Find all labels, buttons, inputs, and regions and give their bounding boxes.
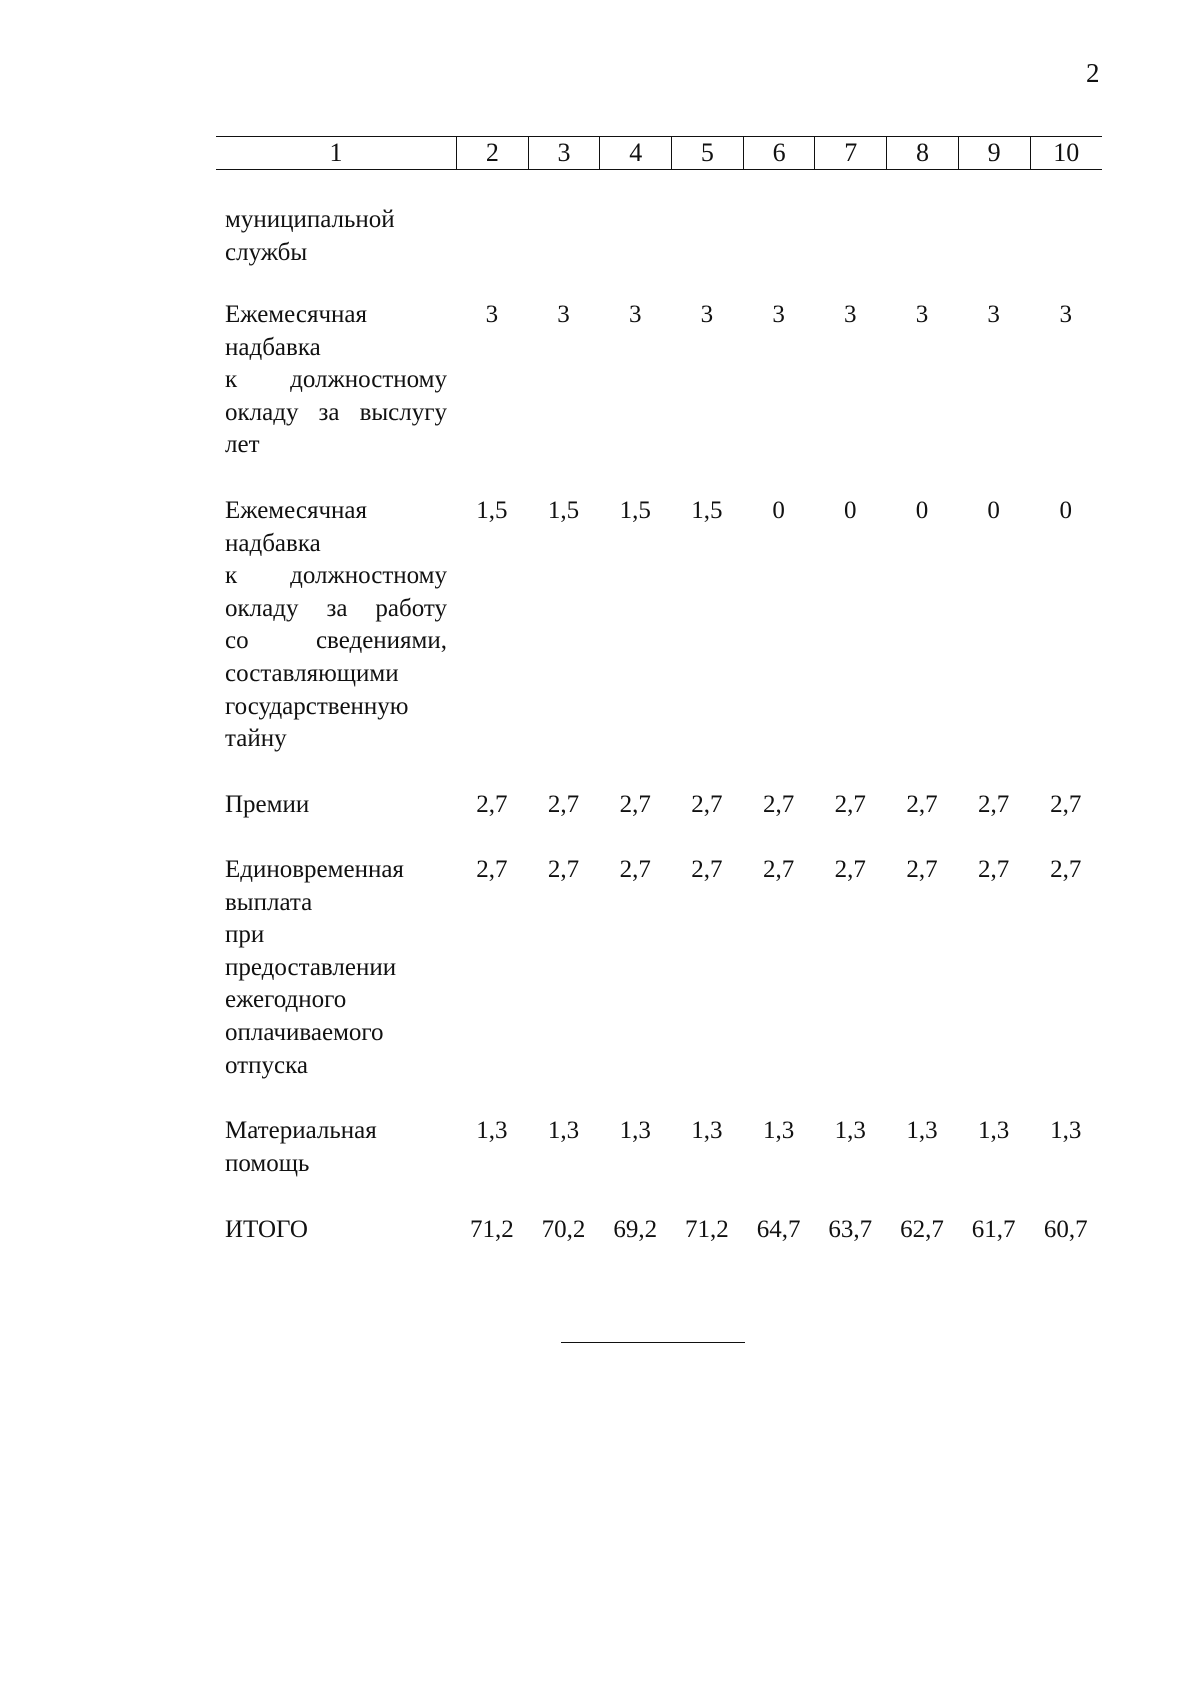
- table-cell: 2,7: [476, 856, 508, 883]
- row-label-line: Ежемесячная: [225, 301, 367, 328]
- table-cell: 2,7: [1050, 791, 1082, 818]
- row-label-line: предоставлении: [225, 953, 397, 981]
- row-label-line: надбавка: [225, 333, 321, 361]
- row-label-line: к должностному: [225, 366, 447, 394]
- row-label-line: отпуска: [225, 1051, 308, 1079]
- row-values: [456, 789, 1102, 822]
- row-label-line: надбавка: [225, 529, 321, 557]
- row-label-line: службы: [225, 238, 308, 266]
- row-label-line: ИТОГО: [225, 1216, 308, 1243]
- table-cell: 2,7: [762, 856, 795, 883]
- table-cell: 1,5: [476, 497, 508, 524]
- table-cell: 2,7: [906, 856, 938, 883]
- row-label-line: окладу за работу: [225, 594, 447, 622]
- table-cell: 63,7: [828, 1216, 873, 1243]
- header-cell-6: 6: [743, 137, 815, 169]
- table-cell: 3: [987, 301, 1000, 328]
- table-cell: 3: [844, 301, 857, 328]
- header-cell-4: 4: [599, 137, 671, 169]
- row-label-line: оплачиваемого: [225, 1018, 384, 1046]
- table-cell: 71,2: [469, 1216, 514, 1243]
- table-cell: 71,2: [685, 1216, 729, 1243]
- table-cell: 62,7: [900, 1216, 944, 1243]
- row-label-line: составляющими: [225, 659, 399, 687]
- table-cell: 70,2: [541, 1216, 586, 1243]
- row-label-line: помощь: [225, 1149, 310, 1177]
- table-cell: 0: [772, 497, 785, 524]
- row-label: [225, 299, 447, 462]
- header-cell-10: 10: [1030, 137, 1102, 169]
- row-label-line: к должностному: [225, 562, 447, 590]
- row-label: [225, 204, 447, 269]
- table-cell: 2,7: [978, 856, 1010, 883]
- header-cell-9: 9: [958, 137, 1030, 169]
- row-label-line: Материальная: [225, 1117, 377, 1144]
- table-cell: 1,5: [619, 497, 651, 524]
- table-cell: 3: [485, 301, 499, 328]
- table-cell: 2,7: [476, 791, 508, 818]
- table-cell: 2,7: [619, 856, 651, 883]
- table-cell: 1,3: [691, 1117, 723, 1144]
- header-cell-5: 5: [671, 137, 743, 169]
- table-cell: 3: [700, 301, 714, 328]
- table-cell: 2,7: [762, 791, 795, 818]
- header-cell-8: 8: [886, 137, 958, 169]
- table-header: [216, 136, 1102, 170]
- row-label-line: Единовременная: [225, 856, 404, 883]
- table-cell: 1,5: [547, 497, 580, 524]
- row-label: [225, 789, 447, 822]
- table-cell: 1,3: [978, 1117, 1010, 1144]
- header-cell-3: 3: [528, 137, 600, 169]
- table-cell: 2,7: [547, 791, 580, 818]
- table-cell: 1,5: [691, 497, 723, 524]
- end-divider: [561, 1342, 745, 1343]
- table-cell: 3: [557, 301, 570, 328]
- page-number: 2: [1086, 58, 1100, 88]
- row-label-line: окладу за выслугу: [225, 398, 447, 426]
- table-cell: 2,7: [619, 791, 651, 818]
- row-label-line: Премии: [225, 791, 310, 818]
- table-cell: 3: [628, 301, 642, 328]
- table-cell: 61,7: [971, 1216, 1016, 1243]
- row-label-line: при: [225, 921, 265, 949]
- table-cell: 2,7: [691, 856, 723, 883]
- header-cell-7: 7: [814, 137, 886, 169]
- row-values: [456, 1115, 1102, 1148]
- row-label-line: ежегодного: [225, 986, 347, 1014]
- row-label: [225, 1214, 447, 1247]
- table-cell: 1,3: [476, 1117, 508, 1144]
- row-label-line: муниципальной: [225, 206, 395, 233]
- row-values: [456, 495, 1102, 528]
- row-label-line: лет: [225, 431, 260, 459]
- table-cell: 2,7: [691, 791, 723, 818]
- table-cell: 60,7: [1043, 1216, 1088, 1243]
- table-cell: 1,3: [762, 1117, 795, 1144]
- header-cell-1: 1: [329, 138, 343, 167]
- row-label-line: выплата: [225, 888, 313, 916]
- table-cell: 1,3: [547, 1117, 580, 1144]
- row-label: [225, 1115, 447, 1180]
- row-values: [456, 854, 1102, 887]
- table-cell: 2,7: [1050, 856, 1082, 883]
- table-cell: 3: [1059, 301, 1072, 328]
- row-label: [225, 854, 447, 1082]
- row-label-line: государственную: [225, 692, 409, 720]
- header-cell-2: 2: [456, 137, 528, 169]
- table-cell: 0: [1059, 497, 1072, 524]
- table-cell: 1,3: [834, 1117, 866, 1144]
- row-label: [225, 495, 447, 756]
- table-cell: 2,7: [834, 856, 866, 883]
- table-cell: 2,7: [547, 856, 580, 883]
- table-cell: 1,3: [906, 1117, 938, 1144]
- row-values: [456, 299, 1102, 332]
- row-label-line: Ежемесячная: [225, 497, 367, 524]
- table-cell: 2,7: [834, 791, 866, 818]
- table-cell: 0: [987, 497, 1000, 524]
- table-cell: 1,3: [619, 1117, 651, 1144]
- row-values: [456, 1214, 1102, 1247]
- table-cell: 69,2: [613, 1216, 658, 1243]
- table-cell: 0: [844, 497, 857, 524]
- table-cell: 1,3: [1050, 1117, 1082, 1144]
- table-cell: 3: [772, 301, 785, 328]
- table-cell: 64,7: [756, 1216, 801, 1243]
- row-label-line: со сведениями,: [225, 627, 447, 655]
- table-cell: 2,7: [906, 791, 938, 818]
- table-cell: 3: [915, 301, 929, 328]
- table-cell: 2,7: [978, 791, 1010, 818]
- table-cell: 0: [915, 497, 929, 524]
- row-label-line: тайну: [225, 725, 287, 753]
